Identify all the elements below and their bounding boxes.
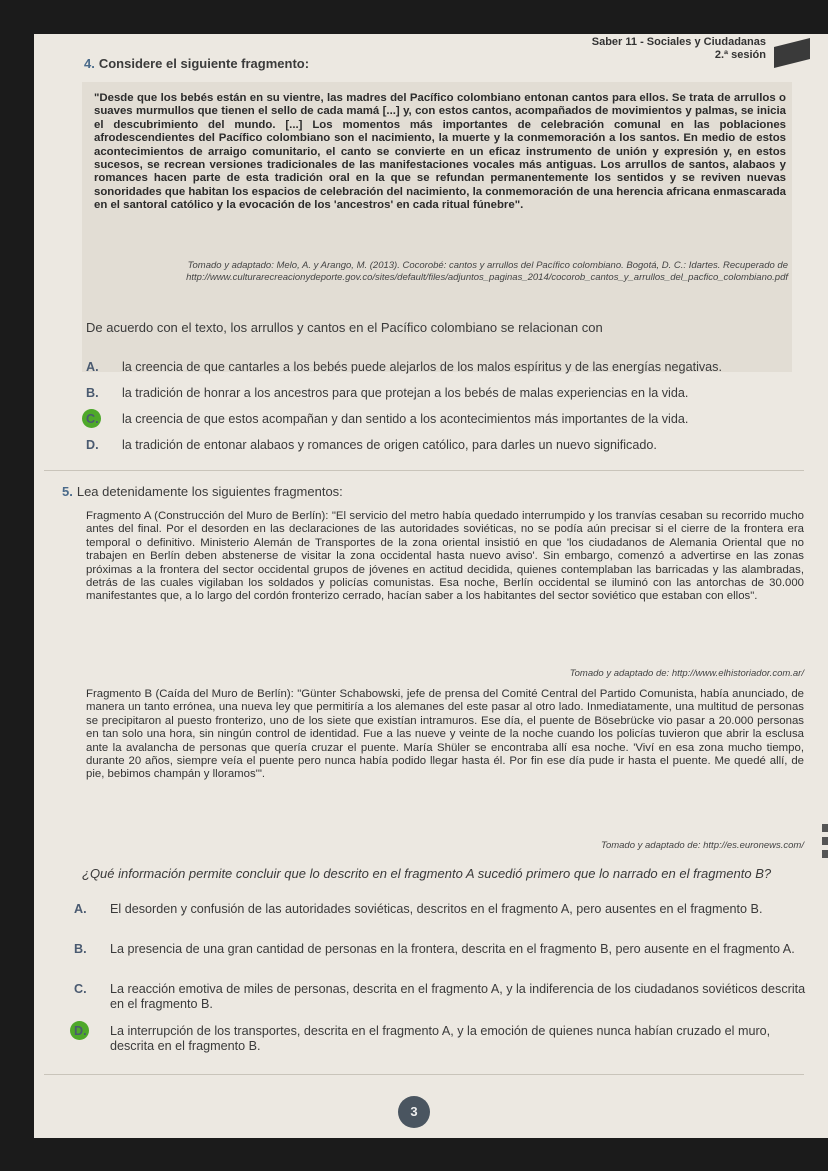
question-5-prompt: ¿Qué información permite concluir que lo descrito en el fragmento A sucedió primero que lo narrado en el fragmento B? [82, 866, 772, 881]
margin-mark-icon [822, 837, 828, 845]
option-letter: A. [86, 360, 99, 374]
header [592, 36, 766, 62]
question-5-title-text: Lea detenidamente los siguientes fragmentos: [76, 484, 343, 499]
page-number-badge: 3 [398, 1096, 430, 1128]
question-4-option-a[interactable] [86, 360, 806, 375]
exam-page [34, 34, 828, 1138]
option-text: La interrupción de los transportes, descrita en el fragmento A, y la emoción de quienes nunca habían cruzado el muro, descrita en el fragmento B. [110, 1024, 771, 1053]
option-text: La presencia de una gran cantidad de personas en la frontera, descrita en el fragmento B, pero ausente en el fragmento A. [110, 942, 795, 956]
question-5-title [62, 484, 343, 499]
question-4-prompt: De acuerdo con el texto, los arrullos y cantos en el Pacífico colombiano se relacionan con [86, 320, 603, 335]
question-5-option-d[interactable] [74, 1024, 806, 1054]
fragment-a-source: Tomado y adaptado de: http://www.elhistoriador.com.ar/ [569, 668, 804, 679]
option-text: La reacción emotiva de miles de personas, descrita en el fragmento A, y la indiferencia de los ciudadanos soviéticos descrita en el fragmento B. [110, 982, 806, 1011]
option-text: El desorden y confusión de las autoridades soviéticas, descritos en el fragmento A, pero ausentes en el fragmento B. [110, 902, 763, 916]
logo-icon [774, 38, 810, 68]
fragment-a: Fragmento A (Construcción del Muro de Berlín): "El servicio del metro había quedado interrumpido y los tranvías cesaban su recorrido mucho antes del final. Por el desorden en las declaraciones de las autoridades soviéticas, no se podía aún precisar si el cierre de la frontera era temporal o definitivo. Ministerio Alemán de Transportes de la zona oriental insistió en que 'los ciudadanos de Alemania Oriental que no trabajen en Berlín deben abstenerse de visitar la zona occidental hasta nuevo aviso'. Sin embargo, comenzó a advertirse en las zonas próximas a la frontera del sector occidental grupos de jóvenes en actitud decidida, quienes contemplaban las barricadas y las alambradas, detrás de las cuales vigilaban los soldados y policías comunistas. Esa noche, Berlín occidental se iluminó con las antorchas de 30.000 manifestantes que, a lo largo del cordón fronterizo cerrado, hacían saber a los habitantes del sector soviético que estaban con ellos". [86, 510, 804, 603]
option-text: la creencia de que cantarles a los bebés puede alejarlos de los malos espíritus y de las energías negativas. [122, 360, 722, 374]
question-4-source: Tomado y adaptado: Melo, A. y Arango, M. (2013). Cocorobé: cantos y arrullos del Pacífico colombiano. Bogotá, D. C.: Idartes. Recuperado de http://www.culturarecreacionydeporte.gov.co/sites/default/files/adjuntos_paginas_2014/cocorob_cantos_y_arrullos_del_pacfico_colombiano.pdf [186, 260, 788, 283]
option-text: la tradición de honrar a los ancestros para que protejan a los bebés de malas experiencias en la vida. [122, 386, 689, 400]
option-letter: D. [86, 438, 99, 452]
question-5-option-c[interactable] [74, 982, 806, 1012]
question-4-number: 4. [84, 56, 95, 71]
margin-mark-icon [822, 824, 828, 832]
option-letter: D. [74, 1024, 87, 1038]
question-4-quote: "Desde que los bebés están en su vientre, las madres del Pacífico colombiano entonan cantos para ellos. Se trata de arrullos o suaves murmullos que tienen el sello de cada mamá [...] y, con estos cantos, acompañados de movimientos y palmas, se inicia el descubrimiento del mundo. [...] Los momentos más importantes de celebración comunal en las poblaciones afrodescendientes del Pacífico colombiano son el nacimiento, la muerte y la conmemoración a los santos. En medio de estos acontecimientos de arraigo comunitario, el canto se convierte en un eficaz instrumento de unión y expresión y, en estos sucesos, se recrean versiones tradicionales de las manifestaciones vocales más antiguas. Los arrullos de santos, alabaos y romances hacen parte de esta tradición oral en la que se refundan permanentemente los sentidos y se reviven nuevas sonoridades que habitan los espacios de celebración del nacimiento, la conmemoración de una herencia africana enmascarada en el santoral católico y la evocación de los 'ancestros' en cada ritual fúnebre". [94, 92, 786, 212]
option-text: la tradición de entonar alabaos y romances de origen católico, para darles un nuevo significado. [122, 438, 657, 452]
margin-mark-icon [822, 850, 828, 858]
question-4-title [84, 56, 309, 71]
header-session: 2.ª sesión [714, 49, 766, 61]
header-subject: Saber 11 - Sociales y Ciudadanas [591, 36, 766, 48]
option-letter: C. [74, 982, 87, 996]
section-divider [44, 470, 804, 471]
option-letter: B. [86, 386, 99, 400]
question-5-option-a[interactable] [74, 902, 806, 917]
question-5-number: 5. [62, 484, 73, 499]
option-text: la creencia de que estos acompañan y dan sentido a los acontecimientos más importantes de la vida. [122, 412, 689, 426]
bottom-divider [44, 1074, 804, 1075]
fragment-b-source: Tomado y adaptado de: http://es.euronews.com/ [601, 840, 804, 851]
question-4-option-d[interactable] [86, 438, 806, 453]
question-4-option-b[interactable] [86, 386, 806, 401]
option-letter: A. [74, 902, 87, 916]
question-4-option-c[interactable] [86, 412, 806, 427]
option-letter: B. [74, 942, 87, 956]
question-5-option-b[interactable] [74, 942, 806, 957]
fragment-b: Fragmento B (Caída del Muro de Berlín): "Günter Schabowski, jefe de prensa del Comité Central del Partido Comunista, había anunciado, de manera un tanto errónea, una nueva ley que permitiría a los alemanes del este pasar al otro lado. Inmediatamente, una multitud de personas se precipitaron al puesto fronterizo, uno de los siete que existían intramuros. Ese día, el puente de Bösebrücke vio pasar a 20.000 personas en tan solo una hora, sin ningún control de identidad. Fue a las nueve y veinte de la noche cuando los policías tuvieron que abrir la esclusa ante la avalancha de personas que quería cruzar el puente. María Shüler se encontraba allí esa noche. 'Viví en esa zona mucho tiempo, durante 20 años, siempre veía el puente pero nunca había podido llegar hasta él. Por fin ese día pude ir hasta el puente. Me quedé allí, de pie, bebimos champán y lloramos'". [86, 688, 804, 781]
question-4-title-text: Considere el siguiente fragmento: [98, 56, 310, 71]
option-letter: C. [86, 412, 99, 426]
